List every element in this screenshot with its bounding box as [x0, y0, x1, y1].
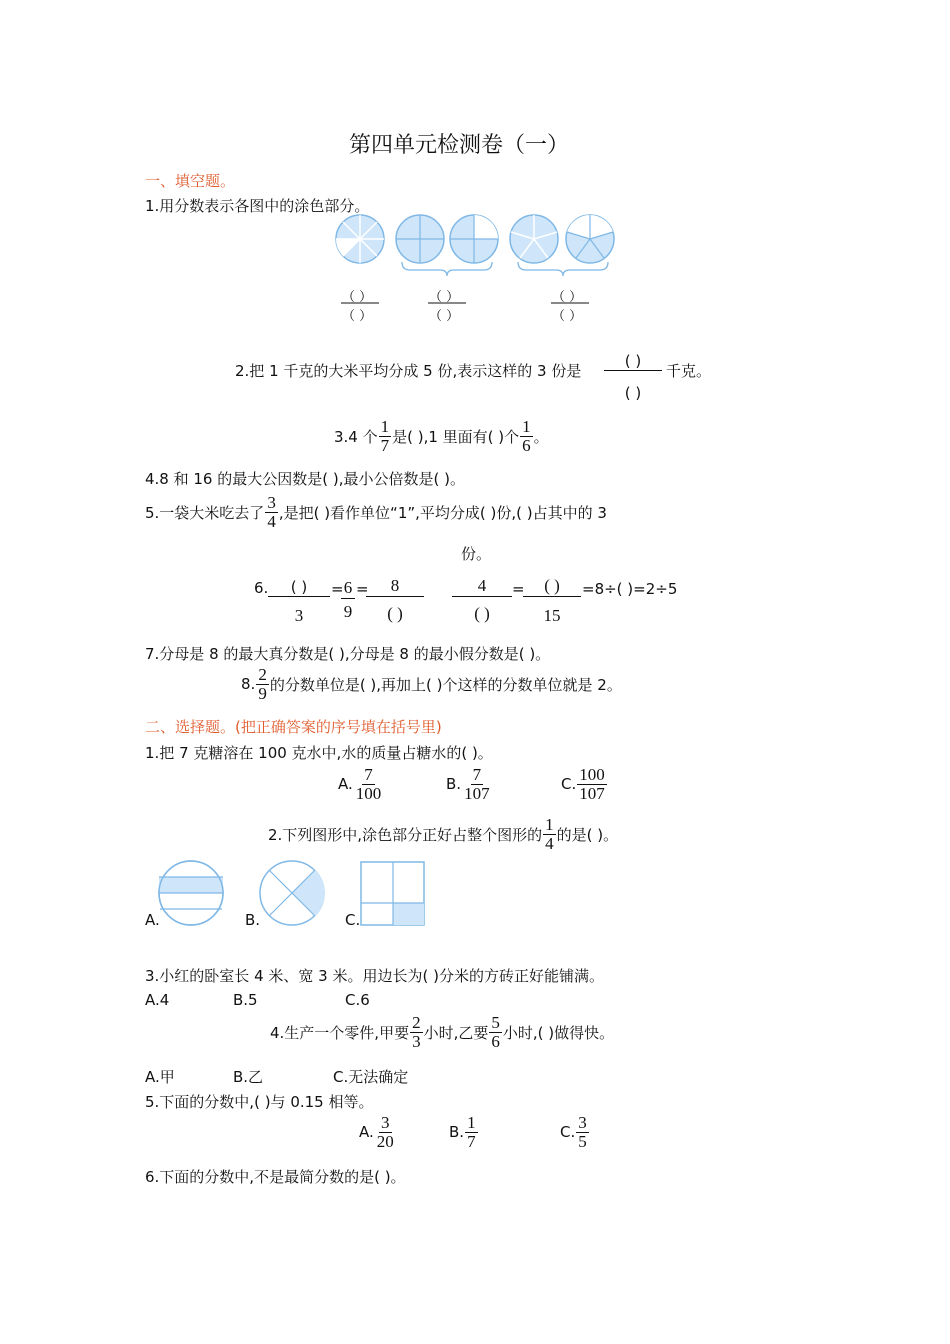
q2-4-text-2: 小时,乙要: [423, 1023, 489, 1042]
q2-4-text-1: 4.生产一个零件,甲要: [270, 1023, 410, 1042]
q6-f3-num: 8: [366, 576, 424, 597]
q2-2-text-1: 2.下列图形中,涂色部分正好占整个图形的: [268, 825, 543, 844]
q2-2-fraction: $\frac{1}{4}$: [545, 815, 554, 853]
question-2-3: 3.小红的卧室长 4 米、宽 3 米。用边长为( )分米的方砖正好能铺满。: [145, 967, 604, 985]
q6-f3-den[interactable]: ( ): [387, 604, 403, 623]
question-2-4: [270, 1014, 614, 1051]
q2-2-option-c[interactable]: C.: [345, 911, 361, 929]
q2-5-option-b[interactable]: B. $\frac{1}{7}$: [449, 1113, 476, 1151]
q2-1-option-a[interactable]: A. $\frac{7}{100}$: [338, 765, 382, 803]
q6-f2-den: 9: [343, 602, 353, 621]
q5-text-2: ,是把( )看作单位“1”,平均分成( )份,( )占其中的 3: [278, 503, 607, 522]
q6-f4-num: 4: [452, 576, 512, 597]
q6-f5-den: 15: [543, 606, 561, 625]
section-heading-choice: 二、选择题。(把正确答案的序号填在括号里): [145, 718, 442, 736]
question-2-5: 5.下面的分数中,( )与 0.15 相等。: [145, 1093, 374, 1111]
q2-1-option-b[interactable]: B. $\frac{7}{107}$: [446, 765, 490, 803]
q8-text-1: 8.: [241, 675, 256, 694]
q6-f1-den: 3: [294, 606, 304, 625]
question-2-6: 6.下面的分数中,不是最简分数的是( )。: [145, 1168, 406, 1186]
q2-3-option-b[interactable]: B.5: [233, 991, 258, 1009]
q2-4-fraction-1: $\frac{2}{3}$: [412, 1013, 421, 1051]
answer-blank-num-3[interactable]: （ ）: [552, 290, 583, 305]
q3-text-2: 是( ),1 里面有( )个: [392, 427, 520, 446]
q6-lead: 6.: [254, 579, 269, 597]
question-1-4: 4.8 和 16 的最大公因数是( ),最小公倍数是( )。: [145, 470, 465, 488]
question-1-7: 7.分母是 8 的最大真分数是( ),分母是 8 的最小假分数是( )。: [145, 645, 551, 663]
q2-2-text-2: 的是( )。: [556, 825, 619, 844]
q2-answer-num[interactable]: ( ): [604, 352, 662, 371]
question-1-1: 1.用分数表示各图中的涂色部分。: [145, 197, 370, 215]
q5-text-3: 份。: [461, 545, 492, 563]
figure-a-circle-band: [159, 861, 223, 925]
q6-f1-num[interactable]: ( ): [268, 578, 330, 597]
q8-fraction: $\frac{2}{9}$: [258, 665, 267, 703]
q3-fraction-2: $\frac{1}{6}$: [522, 417, 531, 455]
answer-blank-num-2[interactable]: （ ）: [429, 290, 460, 305]
q6-eq-1: =: [331, 580, 344, 598]
q2-3-option-c[interactable]: C.6: [345, 991, 370, 1009]
question-2-1: 1.把 7 克糖溶在 100 克水中,水的质量占糖水的( )。: [145, 744, 493, 762]
q2-unit: 千克。: [666, 362, 712, 380]
q2-4-fraction-2: $\frac{5}{6}$: [491, 1013, 500, 1051]
q2-4-option-a[interactable]: A.甲: [145, 1068, 175, 1086]
figure-b-circle-quarter: [260, 861, 325, 925]
page-title: 第四单元检测卷（一）: [349, 133, 570, 158]
q6-f5-num[interactable]: ( ): [523, 576, 581, 597]
q6-f2-num: 6: [341, 578, 355, 599]
q2-2-option-a[interactable]: A.: [145, 911, 160, 929]
answer-blank-den-3[interactable]: （ ）: [552, 309, 583, 324]
q5-fraction: $\frac{3}{4}$: [267, 493, 276, 531]
q2-4-text-3: 小时,( )做得快。: [502, 1023, 615, 1042]
q3-fraction-1: $\frac{1}{7}$: [380, 417, 390, 455]
figure-c-square-quarter: [361, 862, 424, 925]
q2-answer-den[interactable]: ( ): [624, 384, 642, 402]
answer-blank-num-1[interactable]: （ ）: [342, 290, 373, 305]
q2-4-option-b[interactable]: B.乙: [233, 1068, 264, 1086]
q3-text-1: 3.4 个: [334, 427, 378, 446]
q2-5-option-a[interactable]: A. $\frac{3}{20}$: [359, 1113, 394, 1151]
q6-eq-2: =: [356, 580, 369, 598]
answer-blank-den-2[interactable]: （ ）: [429, 309, 460, 324]
q3-text-3: 。: [533, 427, 549, 446]
q2-1-option-c[interactable]: C. $\frac{100}{107}$: [561, 765, 605, 803]
q2-text: 2.把 1 千克的大米平均分成 5 份,表示这样的 3 份是: [235, 362, 582, 380]
section-heading-fill-in: 一、填空题。: [145, 172, 236, 190]
q8-text-2: 的分数单位是( ),再加上( )个这样的分数单位就是 2。: [269, 675, 622, 694]
q6-eq-3: =: [512, 580, 525, 598]
q6-tail: =8÷( )=2÷5: [582, 580, 678, 598]
q5-text-1: 5.一袋大米吃去了: [145, 503, 265, 522]
q2-3-option-a[interactable]: A.4: [145, 991, 170, 1009]
q2-4-option-c[interactable]: C.无法确定: [333, 1068, 409, 1086]
q6-f4-den[interactable]: ( ): [474, 604, 490, 623]
q2-5-option-c[interactable]: C. $\frac{3}{5}$: [560, 1113, 587, 1151]
q2-2-option-b[interactable]: B.: [245, 911, 261, 929]
answer-blank-den-1[interactable]: （ ）: [342, 309, 373, 324]
